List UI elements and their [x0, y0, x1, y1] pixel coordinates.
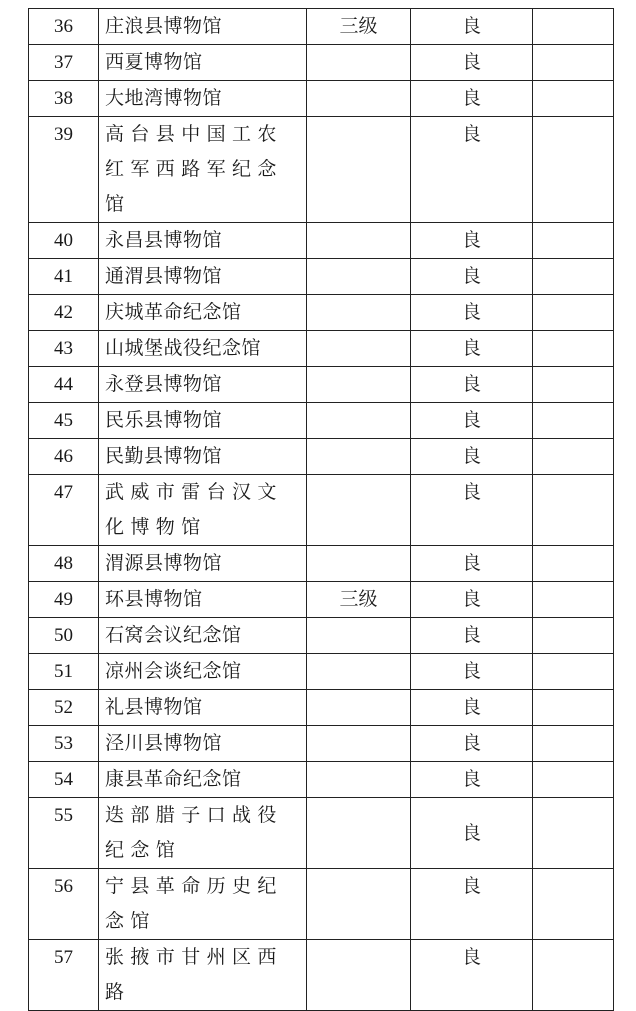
museum-name: 山城堡战役纪念馆	[99, 331, 307, 367]
row-number: 41	[29, 259, 99, 295]
table-row	[29, 762, 614, 798]
museum-name: 渭源县博物馆	[99, 546, 307, 582]
museum-grade: 良	[411, 546, 533, 582]
museum-name: 通渭县博物馆	[99, 259, 307, 295]
museum-level	[307, 117, 411, 223]
museum-grade: 良	[411, 9, 533, 45]
table-row	[29, 259, 614, 295]
museum-grade: 良	[411, 582, 533, 618]
extra-cell	[533, 223, 614, 259]
museum-grade: 良	[411, 654, 533, 690]
museum-name: 环县博物馆	[99, 582, 307, 618]
museum-grade: 良	[411, 762, 533, 798]
extra-cell	[533, 869, 614, 940]
row-number: 42	[29, 295, 99, 331]
museum-level	[307, 403, 411, 439]
museum-name: 民乐县博物馆	[99, 403, 307, 439]
extra-cell	[533, 439, 614, 475]
museum-name: 永登县博物馆	[99, 367, 307, 403]
museum-level	[307, 798, 411, 869]
museum-grade: 良	[411, 117, 533, 223]
row-number: 38	[29, 81, 99, 117]
extra-cell	[533, 654, 614, 690]
museum-grade: 良	[411, 690, 533, 726]
museum-name: 礼县博物馆	[99, 690, 307, 726]
museum-grade: 良	[411, 726, 533, 762]
museum-grade: 良	[411, 223, 533, 259]
extra-cell	[533, 618, 614, 654]
row-number: 44	[29, 367, 99, 403]
table-row	[29, 690, 614, 726]
museum-grade: 良	[411, 618, 533, 654]
museum-level: 三级	[307, 9, 411, 45]
table-row	[29, 654, 614, 690]
table-row	[29, 618, 614, 654]
museum-level	[307, 81, 411, 117]
extra-cell	[533, 798, 614, 869]
museum-grade: 良	[411, 45, 533, 81]
extra-cell	[533, 117, 614, 223]
museum-grade: 良	[411, 403, 533, 439]
museum-level	[307, 726, 411, 762]
row-number: 52	[29, 690, 99, 726]
extra-cell	[533, 259, 614, 295]
row-number: 39	[29, 117, 99, 223]
row-number: 37	[29, 45, 99, 81]
museum-grade: 良	[411, 475, 533, 546]
table-row	[29, 546, 614, 582]
table-row	[29, 9, 614, 45]
museum-grade: 良	[411, 798, 533, 869]
museum-level	[307, 475, 411, 546]
museum-grade: 良	[411, 367, 533, 403]
row-number: 40	[29, 223, 99, 259]
row-number: 45	[29, 403, 99, 439]
row-number: 56	[29, 869, 99, 940]
museum-name: 张掖市甘州区西路	[99, 940, 307, 1011]
museum-name: 永昌县博物馆	[99, 223, 307, 259]
table-row	[29, 117, 614, 223]
museum-name: 宁县革命历史纪念馆	[99, 869, 307, 940]
row-number: 36	[29, 9, 99, 45]
extra-cell	[533, 367, 614, 403]
extra-cell	[533, 295, 614, 331]
row-number: 47	[29, 475, 99, 546]
row-number: 51	[29, 654, 99, 690]
museum-name: 石窝会议纪念馆	[99, 618, 307, 654]
museum-level	[307, 618, 411, 654]
row-number: 55	[29, 798, 99, 869]
extra-cell	[533, 9, 614, 45]
museum-level	[307, 295, 411, 331]
museum-level	[307, 45, 411, 81]
table-row	[29, 223, 614, 259]
table-row	[29, 582, 614, 618]
extra-cell	[533, 582, 614, 618]
museum-grade: 良	[411, 869, 533, 940]
table-row	[29, 45, 614, 81]
row-number: 46	[29, 439, 99, 475]
museum-grade: 良	[411, 940, 533, 1011]
museum-grade: 良	[411, 259, 533, 295]
extra-cell	[533, 762, 614, 798]
museum-name: 庆城革命纪念馆	[99, 295, 307, 331]
row-number: 50	[29, 618, 99, 654]
museum-level	[307, 259, 411, 295]
table-row	[29, 81, 614, 117]
museum-level	[307, 546, 411, 582]
extra-cell	[533, 475, 614, 546]
table-row	[29, 869, 614, 940]
table-row	[29, 403, 614, 439]
table-row	[29, 726, 614, 762]
extra-cell	[533, 726, 614, 762]
museum-grade: 良	[411, 295, 533, 331]
extra-cell	[533, 45, 614, 81]
museum-name: 迭部腊子口战役纪念馆	[99, 798, 307, 869]
museum-name: 凉州会谈纪念馆	[99, 654, 307, 690]
museum-name: 庄浪县博物馆	[99, 9, 307, 45]
museum-table	[28, 8, 614, 1011]
museum-name: 民勤县博物馆	[99, 439, 307, 475]
museum-level	[307, 690, 411, 726]
museum-name: 大地湾博物馆	[99, 81, 307, 117]
museum-level: 三级	[307, 582, 411, 618]
museum-name: 西夏博物馆	[99, 45, 307, 81]
table-row	[29, 439, 614, 475]
museum-level	[307, 331, 411, 367]
table-row	[29, 295, 614, 331]
museum-name: 武威市雷台汉文化博物馆	[99, 475, 307, 546]
extra-cell	[533, 690, 614, 726]
museum-grade: 良	[411, 331, 533, 367]
extra-cell	[533, 546, 614, 582]
museum-level	[307, 223, 411, 259]
extra-cell	[533, 403, 614, 439]
extra-cell	[533, 940, 614, 1011]
museum-name: 康县革命纪念馆	[99, 762, 307, 798]
row-number: 53	[29, 726, 99, 762]
museum-level	[307, 654, 411, 690]
row-number: 57	[29, 940, 99, 1011]
museum-level	[307, 762, 411, 798]
museum-grade: 良	[411, 439, 533, 475]
museum-grade: 良	[411, 81, 533, 117]
table-row	[29, 940, 614, 1011]
museum-name: 泾川县博物馆	[99, 726, 307, 762]
table-row	[29, 367, 614, 403]
extra-cell	[533, 81, 614, 117]
row-number: 48	[29, 546, 99, 582]
museum-name: 高台县中国工农红军西路军纪念馆	[99, 117, 307, 223]
table-row	[29, 798, 614, 869]
museum-level	[307, 367, 411, 403]
row-number: 54	[29, 762, 99, 798]
museum-level	[307, 869, 411, 940]
table-row	[29, 331, 614, 367]
extra-cell	[533, 331, 614, 367]
museum-level	[307, 439, 411, 475]
row-number: 49	[29, 582, 99, 618]
table-row	[29, 475, 614, 546]
museum-level	[307, 940, 411, 1011]
row-number: 43	[29, 331, 99, 367]
